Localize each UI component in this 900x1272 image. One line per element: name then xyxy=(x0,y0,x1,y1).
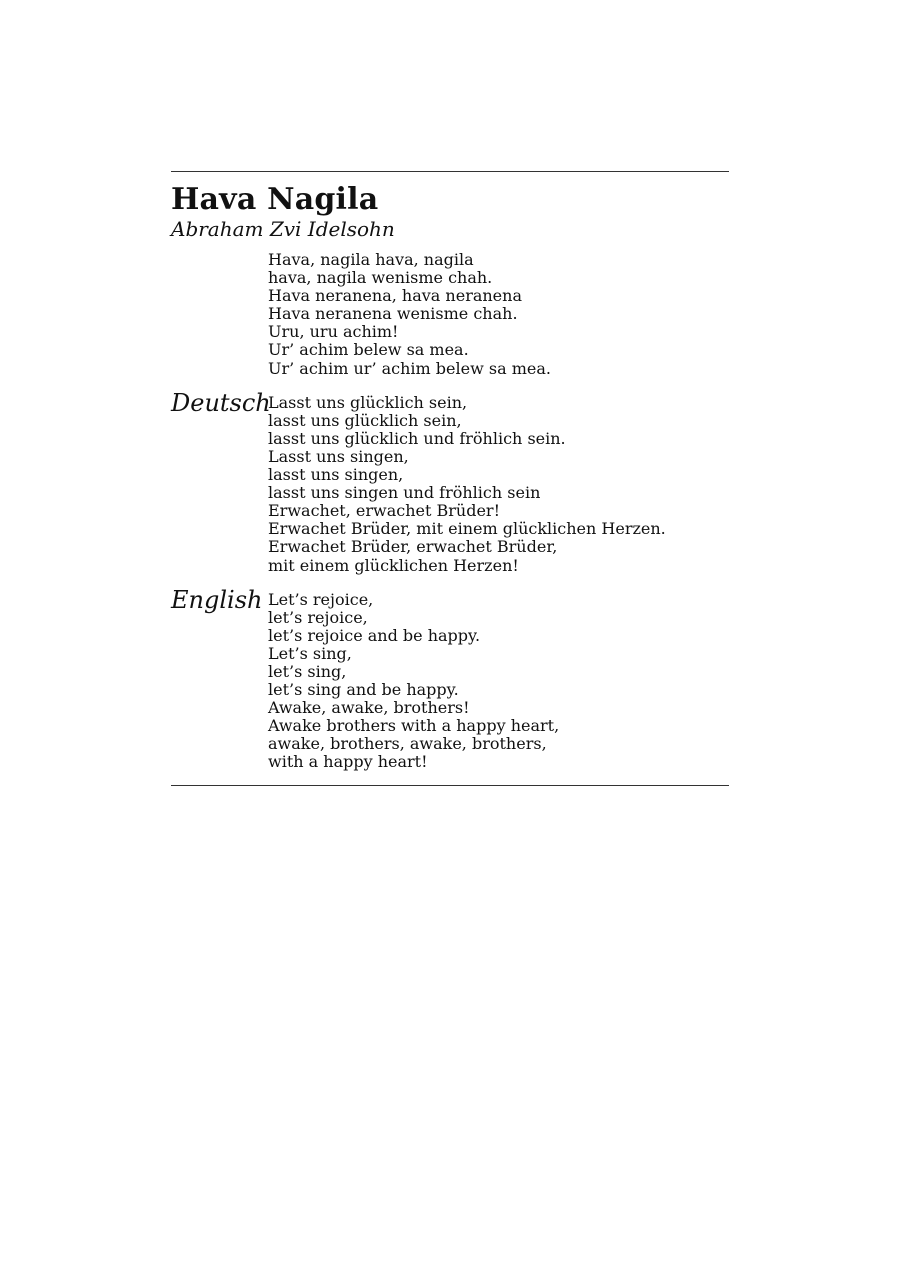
section-label-deutsch: Deutsch xyxy=(171,388,271,417)
lyric-line: Erwachet, erwachet Brüder! xyxy=(268,501,500,521)
lyric-line: let’s sing, xyxy=(268,661,347,681)
lyric-line: Let’s rejoice, xyxy=(268,589,374,609)
lyric-line: let’s rejoice and be happy. xyxy=(268,625,481,645)
lyric-line: lasst uns glücklich und fröhlich sein. xyxy=(268,428,566,448)
lyric-line: lasst uns singen und fröhlich sein xyxy=(268,483,541,503)
lyric-line: lasst uns singen, xyxy=(268,465,404,485)
lyric-line: Awake brothers with a happy heart, xyxy=(268,716,560,736)
lyric-line: Lasst uns singen, xyxy=(268,446,409,466)
lyric-line: let’s sing and be happy. xyxy=(268,680,459,700)
lyric-line: Lasst uns glücklich sein, xyxy=(268,392,468,412)
lyric-line: Ur’ achim belew sa mea. xyxy=(268,340,469,360)
lyric-line: mit einem glücklichen Herzen! xyxy=(268,555,519,575)
lyric-line: Let’s sing, xyxy=(268,643,352,663)
lyric-line: with a happy heart! xyxy=(268,752,428,772)
song-title: Hava Nagila xyxy=(171,182,379,217)
top-rule xyxy=(171,171,729,172)
lyric-line: Ur’ achim ur’ achim belew sa mea. xyxy=(268,358,551,378)
lyrics-original xyxy=(171,251,729,378)
section-label-english: English xyxy=(171,585,263,614)
lyric-line: lasst uns glücklich sein, xyxy=(268,410,462,430)
lyrics-english xyxy=(171,585,729,772)
lyric-line: let’s rejoice, xyxy=(268,607,368,627)
lyric-line: Awake, awake, brothers! xyxy=(268,698,470,718)
lyrics-deutsch xyxy=(171,388,729,575)
lyric-line: Erwachet Brüder, erwachet Brüder, xyxy=(268,537,558,557)
lyric-line: Erwachet Brüder, mit einem glücklichen Herzen. xyxy=(268,519,666,539)
bottom-rule xyxy=(171,785,729,786)
lyric-line: Hava, nagila hava, nagila xyxy=(268,250,474,269)
lyric-line: awake, brothers, awake, brothers, xyxy=(268,734,547,754)
lyric-line: Uru, uru achim! xyxy=(268,322,399,342)
lyric-line: Hava neranena, hava neranena xyxy=(268,286,522,306)
song-author: Abraham Zvi Idelsohn xyxy=(171,217,395,241)
lyric-line: Hava neranena wenisme chah. xyxy=(268,304,518,324)
lyric-line: hava, nagila wenisme chah. xyxy=(268,268,493,288)
song-page xyxy=(171,171,729,786)
